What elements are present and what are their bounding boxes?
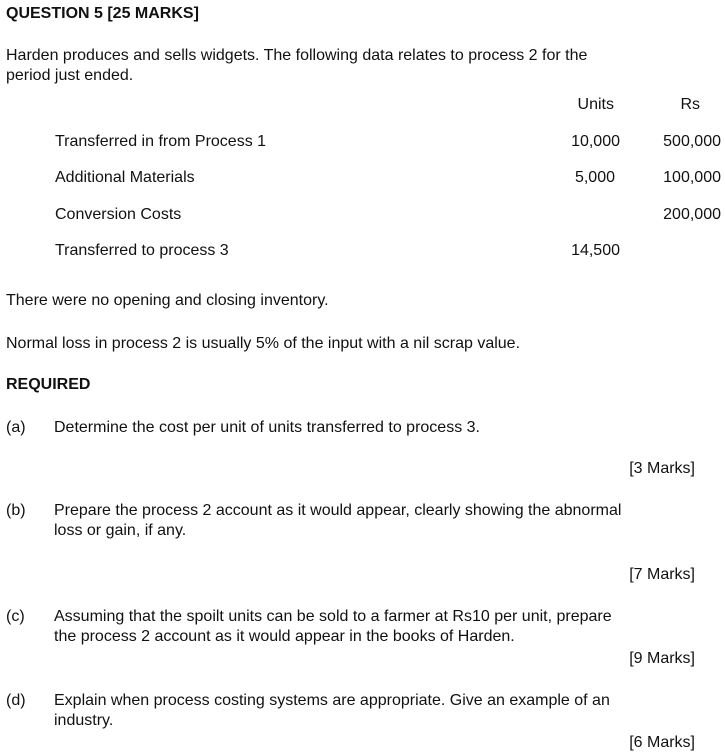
row-units: 5,000 [574,169,615,186]
units-header: Units [577,96,614,113]
part-letter: (a) [6,419,26,436]
part-text-line: loss or gain, if any. [54,522,187,539]
row-rs: 500,000 [663,133,721,150]
row-units: 14,500 [571,242,620,259]
row-label: Transferred to process 3 [55,242,229,259]
part-text-line: the process 2 account as it would appear in the books of Harden. [54,628,515,645]
question-title: QUESTION 5 [25 MARKS] [6,5,199,22]
part-letter: (b) [6,502,26,519]
part-text-line: Assuming that the spoilt units can be sold to a farmer at Rs10 per unit, prepare [54,608,612,625]
normal-loss-note: Normal loss in process 2 is usually 5% of the input with a nil scrap value. [6,335,521,352]
part-text-line: industry. [54,712,114,729]
part-marks: [6 Marks] [629,734,695,751]
intro-line-1: Harden produces and sells widgets. The following data relates to process 2 for the [6,47,588,64]
row-units: 10,000 [571,133,620,150]
intro-line-2: period just ended. [6,67,134,84]
rs-header: Rs [680,96,700,113]
part-marks: [9 Marks] [629,650,695,667]
row-rs: 100,000 [663,169,721,186]
row-label: Transferred in from Process 1 [55,133,267,150]
part-letter: (d) [6,692,26,709]
part-marks: [7 Marks] [629,566,695,583]
required-heading: REQUIRED [6,376,91,393]
part-text-line: Explain when process costing systems are appropriate. Give an example of an [54,692,610,709]
part-letter: (c) [6,608,25,625]
row-rs: 200,000 [663,206,721,223]
inventory-note: There were no opening and closing inventory. [6,292,329,309]
row-label: Additional Materials [55,169,195,186]
part-text-line: Prepare the process 2 account as it would appear, clearly showing the abnormal [54,502,622,519]
row-label: Conversion Costs [55,206,182,223]
part-text-line: Determine the cost per unit of units transferred to process 3. [54,419,480,436]
part-marks: [3 Marks] [629,460,695,477]
